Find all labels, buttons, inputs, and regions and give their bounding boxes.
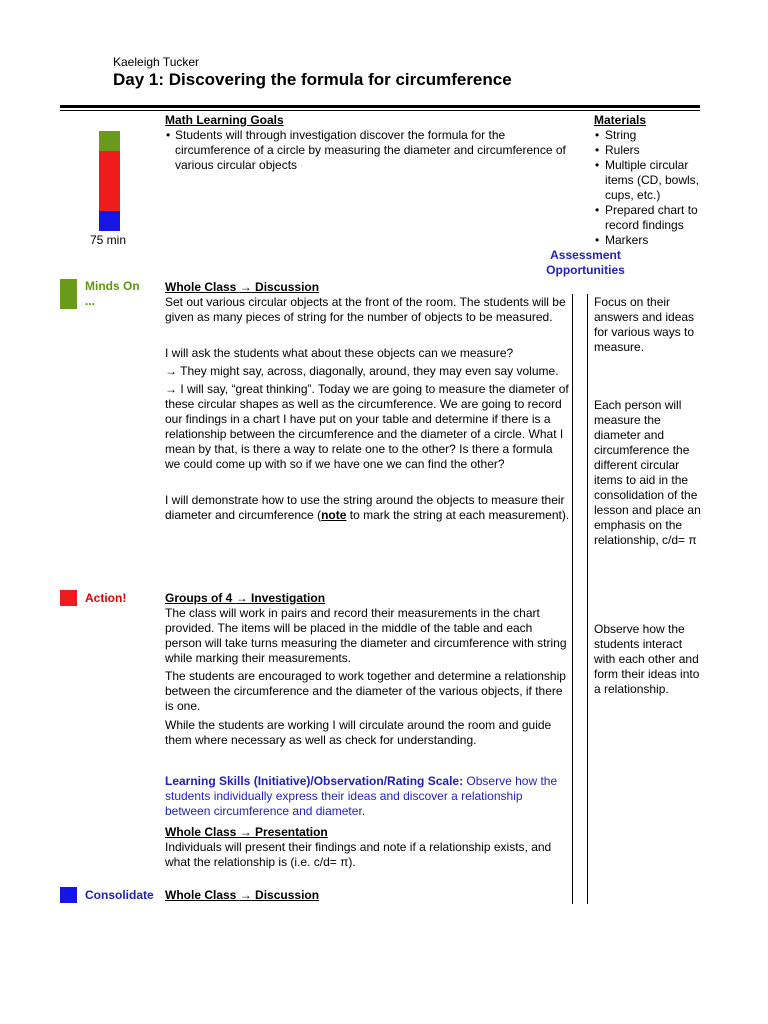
author-name: Kaeleigh Tucker bbox=[113, 55, 200, 69]
assessment-note: Each person will measure the diameter and circumference the different circular items to aid in the consolidation of the lesson and place an emphasis on the relationship, c/d= π bbox=[594, 398, 701, 547]
goals-heading: Math Learning Goals bbox=[165, 113, 284, 127]
page-title: Day 1: Discovering the formula for circumference bbox=[113, 70, 512, 89]
paragraph: → They might say, across, diagonally, around, they may even say volume. bbox=[165, 364, 559, 378]
heading-part: Whole Class bbox=[165, 888, 237, 902]
column-divider-right bbox=[587, 294, 588, 904]
paragraph: The class will work in pairs and record their measurements in the chart provided. The items will be placed in the middle of the table and each person will take turns measuring the diameter and circumference with string while marking their measurements. bbox=[165, 606, 567, 665]
heading-part: Presentation bbox=[255, 825, 328, 839]
paragraph: I will ask the students what about these objects can we measure? bbox=[165, 346, 514, 360]
heading-part: Whole Class bbox=[165, 280, 237, 294]
action-heading bbox=[165, 591, 570, 606]
header-rule-thin bbox=[60, 110, 700, 111]
paragraph: While the students are working I will circulate around the room and guide them where necessary as well as check for understanding. bbox=[165, 718, 552, 747]
action-section bbox=[165, 591, 570, 876]
note-emphasis: note bbox=[321, 508, 347, 522]
column-divider-left bbox=[572, 294, 573, 904]
time-bar-blue bbox=[99, 211, 120, 231]
material-item: • Multiple circular items (CD, bowls, cups, etc.) bbox=[594, 158, 709, 203]
presentation-heading bbox=[165, 825, 570, 840]
consolidate-label: Consolidate bbox=[85, 888, 154, 902]
material-item: • Rulers bbox=[594, 143, 709, 158]
heading-part: Groups of 4 bbox=[165, 591, 233, 605]
consolidate-heading bbox=[165, 888, 319, 903]
time-label: 75 min bbox=[90, 233, 127, 247]
text-part: to mark the string at each measurement). bbox=[346, 508, 570, 522]
materials-section bbox=[594, 113, 709, 248]
minds-on-label: Minds On ... bbox=[85, 279, 140, 308]
learning-skills-note bbox=[165, 774, 570, 819]
learning-skills-label: Learning Skills (Initiative)/Observation/Rating Scale: bbox=[165, 774, 464, 788]
paragraph: → I will say, “great thinking”. Today we are going to measure the diameter of these circular shapes as well as the circumference. We are going to record our findings in a chart I have put on your table and determine if there is a relationship between the circumference and the diameter of a circle. What I mean by that, is there a way to relate one to the other? Is there a formula we could come up with so if we have one we can find the other? bbox=[165, 382, 569, 471]
material-item: • String bbox=[594, 128, 709, 143]
arrow-icon: → bbox=[239, 825, 252, 839]
minds-on-heading bbox=[165, 280, 570, 295]
paragraph bbox=[165, 493, 570, 523]
action-label: Action! bbox=[85, 591, 127, 605]
paragraph: Set out various circular objects at the front of the room. The students will be given as many pieces of string for the number of objects to be measured. bbox=[165, 295, 566, 324]
arrow-icon: → bbox=[239, 280, 252, 294]
paragraph: The students are encouraged to work together and determine a relationship between the circumference and the diameter of the various objects, if there is one. bbox=[165, 669, 566, 713]
arrow-icon: → bbox=[239, 888, 252, 902]
material-item: • Prepared chart to record findings bbox=[594, 203, 709, 233]
heading-part: Investigation bbox=[251, 591, 326, 605]
heading-part: Whole Class bbox=[165, 825, 237, 839]
action-marker bbox=[60, 590, 77, 606]
assessment-heading: Assessment Opportunities bbox=[546, 248, 625, 277]
time-bar-green bbox=[99, 131, 120, 151]
goals-section bbox=[165, 113, 575, 173]
arrow-icon: → bbox=[235, 591, 248, 605]
heading-part: Discussion bbox=[255, 888, 320, 902]
time-bar bbox=[99, 131, 120, 231]
time-bar-red bbox=[99, 151, 120, 211]
heading-part: Discussion bbox=[255, 280, 320, 294]
consolidate-marker bbox=[60, 887, 77, 903]
assessment-note: Focus on their answers and ideas for various ways to measure. bbox=[594, 295, 695, 354]
minds-on-section bbox=[165, 280, 570, 529]
header-rule-thick bbox=[60, 105, 700, 108]
materials-heading: Materials bbox=[594, 113, 647, 127]
text-part: I will demonstrate how to use the string around the objects to measure their diameter and circumference ( bbox=[165, 493, 565, 522]
paragraph: Individuals will present their findings and note if a relationship exists, and what the relationship is (i.e. c/d= π). bbox=[165, 840, 552, 869]
minds-on-marker bbox=[60, 279, 77, 309]
learning-skills-text: Observe how the students individually express their ideas and discover a relationship between circumference and diameter. bbox=[165, 774, 558, 818]
assessment-note: Observe how the students interact with each other and form their ideas into a relationship. bbox=[594, 622, 700, 696]
material-item: • Markers bbox=[594, 233, 709, 248]
goal-item: • Students will through investigation discover the formula for the circumference of a circle by measuring the diameter and circumference of various circular objects bbox=[165, 128, 575, 173]
